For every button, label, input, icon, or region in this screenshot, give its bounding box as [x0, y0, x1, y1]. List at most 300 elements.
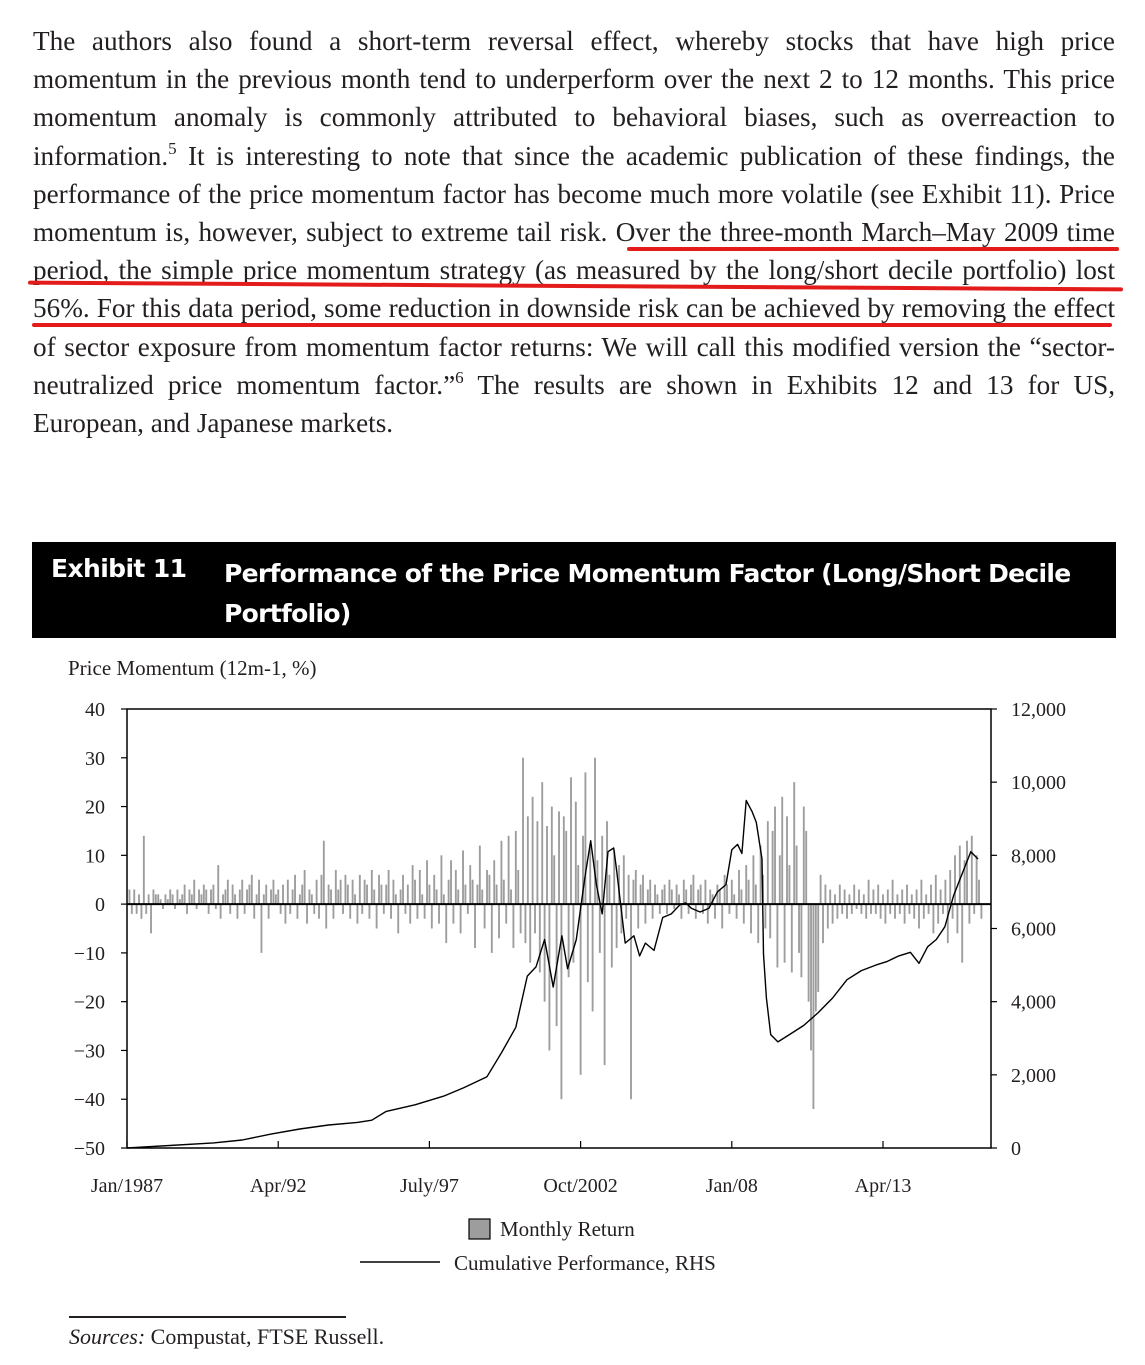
bar-monthly-return: [416, 904, 418, 919]
sources-label: Sources:: [69, 1324, 146, 1349]
bar-monthly-return: [937, 904, 939, 924]
bar-monthly-return: [940, 889, 942, 904]
bar-monthly-return: [496, 885, 498, 905]
bar-monthly-return: [212, 885, 214, 905]
bar-monthly-return: [709, 889, 711, 904]
bar-monthly-return: [172, 894, 174, 904]
bar-monthly-return: [697, 889, 699, 904]
bar-monthly-return: [587, 904, 589, 982]
bar-monthly-return: [700, 885, 702, 905]
bar-monthly-return: [421, 894, 423, 904]
bar-monthly-return: [913, 904, 915, 919]
bar-monthly-return: [150, 904, 152, 933]
bar-monthly-return: [236, 904, 238, 919]
bar-monthly-return: [817, 904, 819, 992]
bar-monthly-return: [553, 855, 555, 904]
bar-monthly-return: [872, 889, 874, 904]
bar-monthly-return: [954, 855, 956, 904]
bar-monthly-return: [784, 904, 786, 963]
bar-monthly-return: [289, 904, 291, 914]
bar-monthly-return: [959, 846, 961, 905]
bar-monthly-return: [661, 889, 663, 904]
bar-monthly-return: [942, 904, 944, 914]
x-tick-label: Apr/92: [249, 1175, 307, 1197]
bar-monthly-return: [659, 904, 661, 914]
bar-monthly-return: [707, 904, 709, 924]
bar-monthly-return: [592, 904, 594, 1011]
bar-monthly-return: [704, 880, 706, 904]
bar-monthly-return: [668, 880, 670, 904]
bar-monthly-return: [440, 855, 442, 904]
exhibit-title: Performance of the Price Momentum Factor (Long/Short Decile Portfolio): [224, 559, 1071, 628]
bar-monthly-return: [875, 904, 877, 914]
bar-monthly-return: [812, 904, 814, 1109]
bar-monthly-return: [400, 889, 402, 904]
bar-monthly-return: [419, 870, 421, 904]
bar-monthly-return: [301, 885, 303, 905]
bar-monthly-return: [757, 904, 759, 943]
bar-monthly-return: [858, 889, 860, 904]
bar-monthly-return: [625, 904, 627, 919]
bar-monthly-return: [536, 821, 538, 904]
bar-monthly-return: [155, 894, 157, 904]
bar-monthly-return: [443, 894, 445, 904]
bar-monthly-return: [534, 904, 536, 933]
bar-monthly-return: [918, 904, 920, 928]
bar-monthly-return: [164, 894, 166, 904]
bar-monthly-return: [632, 880, 634, 904]
bar-monthly-return: [911, 894, 913, 904]
bar-monthly-return: [186, 904, 188, 914]
sources-text: Compustat, FTSE Russell.: [145, 1324, 385, 1349]
bar-monthly-return: [752, 855, 754, 904]
bar-monthly-return: [640, 885, 642, 905]
bar-monthly-return: [318, 904, 320, 919]
bar-monthly-return: [385, 885, 387, 905]
y-right-tick-label: 10,000: [1011, 772, 1066, 795]
bar-monthly-return: [414, 880, 416, 904]
bar-monthly-return: [745, 865, 747, 904]
bar-monthly-return: [133, 889, 135, 904]
bar-monthly-return: [203, 885, 205, 905]
bar-monthly-return: [431, 904, 433, 928]
bar-monthly-return: [412, 865, 414, 904]
bar-monthly-return: [244, 904, 246, 914]
bar-monthly-return: [380, 885, 382, 905]
bar-monthly-return: [287, 880, 289, 904]
bar-monthly-return: [628, 875, 630, 904]
highlight-underline-3: [32, 323, 1112, 327]
x-tick-label: July/97: [399, 1175, 459, 1197]
bar-monthly-return: [558, 811, 560, 904]
x-tick-label: Oct/2002: [543, 1175, 618, 1197]
footnote-ref-5[interactable]: 5: [168, 138, 177, 158]
bar-monthly-return: [899, 904, 901, 914]
bar-monthly-return: [822, 904, 824, 943]
bar-monthly-return: [354, 894, 356, 904]
bar-monthly-return: [308, 889, 310, 904]
bar-monthly-return: [383, 904, 385, 914]
exhibit-header: [32, 542, 1116, 638]
bar-monthly-return: [493, 860, 495, 904]
x-tick-label: Jan/08: [705, 1175, 758, 1197]
bar-monthly-return: [676, 885, 678, 905]
bar-monthly-return: [344, 875, 346, 904]
bar-monthly-return: [486, 870, 488, 904]
bar-monthly-return: [481, 889, 483, 904]
bar-monthly-return: [328, 885, 330, 905]
bar-monthly-return: [217, 865, 219, 904]
bar-monthly-return: [136, 904, 138, 914]
bar-monthly-return: [690, 885, 692, 905]
bar-monthly-return: [234, 894, 236, 904]
bar-monthly-return: [755, 885, 757, 905]
bar-monthly-return: [232, 885, 234, 905]
bar-monthly-return: [834, 894, 836, 904]
bar-monthly-return: [779, 855, 781, 904]
y-tick-label: −50: [73, 1138, 105, 1160]
bar-monthly-return: [325, 904, 327, 928]
bar-monthly-return: [517, 870, 519, 904]
footnote-rule: [69, 1316, 346, 1318]
bar-monthly-return: [947, 904, 949, 943]
bar-monthly-return: [901, 889, 903, 904]
legend-label-cumulative: Cumulative Performance, RHS: [454, 1251, 716, 1275]
bar-monthly-return: [320, 875, 322, 904]
bar-monthly-return: [539, 904, 541, 972]
bar-monthly-return: [428, 885, 430, 905]
bar-monthly-return: [743, 904, 745, 924]
bar-monthly-return: [359, 875, 361, 904]
footnote-ref-6[interactable]: 6: [455, 367, 464, 387]
bar-monthly-return: [616, 904, 618, 948]
bar-monthly-return: [323, 841, 325, 904]
bar-monthly-return: [932, 904, 934, 933]
bar-monthly-return: [584, 772, 586, 904]
bar-monthly-return: [268, 904, 270, 919]
bar-monthly-return: [251, 875, 253, 904]
bar-monthly-return: [541, 782, 543, 904]
bar-monthly-return: [498, 904, 500, 938]
bar-monthly-return: [479, 846, 481, 905]
bar-monthly-return: [848, 894, 850, 904]
bar-monthly-return: [644, 904, 646, 924]
bar-monthly-return: [544, 904, 546, 1002]
bar-monthly-return: [805, 831, 807, 904]
bar-monthly-return: [347, 885, 349, 905]
bar-monthly-return: [548, 904, 550, 1050]
bar-monthly-return: [630, 904, 632, 1099]
bar-monthly-return: [491, 904, 493, 953]
bar-monthly-return: [680, 904, 682, 919]
bar-monthly-return: [575, 802, 577, 904]
bar-monthly-return: [131, 904, 133, 914]
bar-monthly-return: [949, 870, 951, 904]
bar-monthly-return: [512, 904, 514, 948]
bar-monthly-return: [894, 904, 896, 919]
bar-monthly-return: [330, 889, 332, 904]
bar-monthly-return: [505, 904, 507, 924]
legend-label-monthly-return: Monthly Return: [500, 1217, 635, 1241]
bar-monthly-return: [402, 875, 404, 904]
y-axis-label: Price Momentum (12m-1, %): [68, 656, 317, 680]
bar-monthly-return: [892, 880, 894, 904]
x-tick-label: Apr/13: [854, 1175, 912, 1197]
bar-monthly-return: [371, 870, 373, 904]
bar-monthly-return: [208, 904, 210, 914]
bar-monthly-return: [148, 894, 150, 904]
bar-monthly-return: [971, 836, 973, 904]
bar-monthly-return: [968, 904, 970, 924]
bar-monthly-return: [748, 880, 750, 904]
bar-monthly-return: [832, 904, 834, 924]
bar-monthly-return: [654, 885, 656, 905]
bar-monthly-return: [920, 880, 922, 904]
bar-monthly-return: [637, 904, 639, 928]
bar-monthly-return: [623, 855, 625, 904]
bar-monthly-return: [448, 880, 450, 904]
bar-monthly-return: [750, 904, 752, 933]
bar-monthly-return: [563, 816, 565, 904]
bar-monthly-return: [270, 889, 272, 904]
bar-monthly-return: [145, 904, 147, 914]
bar-monthly-return: [246, 889, 248, 904]
bar-monthly-return: [827, 904, 829, 928]
bar-monthly-return: [368, 904, 370, 919]
bar-monthly-return: [224, 889, 226, 904]
bar-monthly-return: [140, 904, 142, 919]
bar-monthly-return: [409, 904, 411, 924]
bar-monthly-return: [304, 870, 306, 904]
bar-monthly-return: [896, 894, 898, 904]
highlight-underline-1: [627, 247, 1119, 251]
bar-monthly-return: [527, 816, 529, 904]
bar-monthly-return: [820, 875, 822, 904]
bar-monthly-return: [810, 904, 812, 1050]
bar-monthly-return: [572, 904, 574, 963]
bar-monthly-return: [472, 880, 474, 904]
bar-monthly-return: [565, 831, 567, 904]
bar-monthly-return: [335, 870, 337, 904]
bar-monthly-return: [678, 894, 680, 904]
bar-monthly-return: [397, 904, 399, 933]
bar-monthly-return: [870, 904, 872, 914]
bar-monthly-return: [210, 889, 212, 904]
bar-monthly-return: [239, 889, 241, 904]
bar-monthly-return: [488, 875, 490, 904]
bar-monthly-return: [152, 889, 154, 904]
bar-monthly-return: [462, 850, 464, 904]
bar-monthly-return: [973, 904, 975, 914]
bar-monthly-return: [966, 841, 968, 904]
bar-monthly-return: [956, 904, 958, 933]
bar-monthly-return: [798, 904, 800, 953]
bar-monthly-return: [467, 904, 469, 914]
bar-monthly-return: [853, 885, 855, 905]
bar-monthly-return: [248, 885, 250, 905]
bar-monthly-return: [604, 904, 606, 1065]
bar-monthly-return: [649, 880, 651, 904]
bar-monthly-return: [188, 889, 190, 904]
bar-monthly-return: [793, 782, 795, 904]
bar-monthly-return: [731, 880, 733, 904]
bar-monthly-return: [611, 904, 613, 967]
bar-monthly-return: [736, 904, 738, 919]
bar-monthly-return: [764, 904, 766, 928]
bar-monthly-return: [781, 797, 783, 904]
bar-monthly-return: [337, 889, 339, 904]
bar-monthly-return: [373, 889, 375, 904]
bar-monthly-return: [352, 880, 354, 904]
bar-monthly-return: [515, 831, 517, 904]
bar-monthly-return: [551, 807, 553, 905]
bar-monthly-return: [306, 904, 308, 924]
bar-monthly-return: [424, 904, 426, 919]
bar-monthly-return: [342, 904, 344, 914]
bar-monthly-return: [868, 880, 870, 904]
paragraph-text-a: The authors also found a short-term reversal effect, whereby stocks that have high price momentum in the previous month tend to underperform over the next 2 to 12 months. This price momentum anomaly is commonly attributed to behavioral biases, such as overreaction to information.: [33, 26, 1115, 171]
bar-monthly-return: [474, 904, 476, 948]
bar-monthly-return: [930, 885, 932, 905]
bar-monthly-return: [889, 904, 891, 914]
y-right-tick-label: 4,000: [1011, 991, 1056, 1014]
bar-monthly-return: [176, 889, 178, 904]
bar-monthly-return: [143, 836, 145, 904]
bar-monthly-return: [313, 904, 315, 914]
bar-monthly-return: [263, 894, 265, 904]
bar-monthly-return: [925, 894, 927, 904]
bar-monthly-return: [311, 894, 313, 904]
bar-monthly-return: [978, 880, 980, 904]
bar-monthly-return: [683, 880, 685, 904]
bar-monthly-return: [299, 894, 301, 904]
y-tick-label: 0: [95, 894, 105, 917]
bar-monthly-return: [877, 885, 879, 905]
y-tick-label: 30: [85, 747, 105, 770]
bar-monthly-return: [522, 758, 524, 904]
bar-monthly-return: [772, 831, 774, 904]
bar-monthly-return: [808, 904, 810, 1002]
bar-monthly-return: [824, 885, 826, 905]
bar-monthly-return: [788, 865, 790, 904]
bar-monthly-return: [860, 904, 862, 914]
bar-monthly-return: [767, 821, 769, 904]
bar-monthly-return: [656, 894, 658, 904]
bar-monthly-return: [457, 889, 459, 904]
y-tick-label: −10: [73, 942, 105, 965]
bar-monthly-return: [882, 894, 884, 904]
bar-monthly-return: [884, 904, 886, 924]
bar-monthly-return: [844, 889, 846, 904]
x-tick-label: Jan/1987: [90, 1175, 164, 1197]
bar-monthly-return: [524, 904, 526, 943]
bar-monthly-return: [433, 875, 435, 904]
bar-monthly-return: [724, 875, 726, 904]
bar-monthly-return: [642, 875, 644, 904]
bar-monthly-return: [846, 904, 848, 919]
plot-frame: [127, 709, 991, 1148]
bar-monthly-return: [469, 865, 471, 904]
bar-monthly-return: [282, 885, 284, 905]
bar-monthly-return: [923, 904, 925, 919]
bar-monthly-return: [366, 885, 368, 905]
bar-monthly-return: [390, 904, 392, 919]
bar-monthly-return: [664, 885, 666, 905]
bar-monthly-return: [260, 904, 262, 953]
bar-monthly-return: [229, 904, 231, 914]
bar-monthly-return: [275, 894, 277, 904]
momentum-chart: [0, 640, 1145, 1300]
bar-monthly-return: [776, 904, 778, 967]
bar-monthly-return: [635, 870, 637, 904]
bar-monthly-return: [961, 904, 963, 963]
bar-monthly-return: [376, 904, 378, 928]
bar-monthly-return: [484, 904, 486, 928]
bar-monthly-return: [450, 860, 452, 904]
bar-monthly-return: [464, 885, 466, 905]
paragraph-text-c: The results are shown in Exhibits 12 and 13 for US, European, and Japanese markets.: [33, 369, 1115, 439]
bar-monthly-return: [476, 885, 478, 905]
bar-monthly-return: [928, 904, 930, 914]
bar-monthly-return: [599, 904, 601, 953]
bar-monthly-return: [560, 904, 562, 1099]
bar-monthly-return: [455, 870, 457, 904]
bar-monthly-return: [294, 875, 296, 904]
bar-monthly-return: [181, 894, 183, 904]
bar-monthly-return: [220, 904, 222, 919]
bar-monthly-return: [800, 904, 802, 977]
y-right-tick-label: 2,000: [1011, 1064, 1056, 1087]
y-right-tick-label: 6,000: [1011, 918, 1056, 941]
bar-monthly-return: [349, 904, 351, 919]
bar-monthly-return: [395, 894, 397, 904]
bar-monthly-return: [791, 904, 793, 972]
y-tick-label: 40: [85, 699, 105, 721]
bar-monthly-return: [356, 904, 358, 924]
y-right-tick-label: 12,000: [1011, 699, 1066, 721]
bar-monthly-return: [438, 904, 440, 924]
bar-monthly-return: [728, 904, 730, 914]
bar-monthly-return: [863, 894, 865, 904]
exhibit-number: Exhibit 11: [51, 554, 187, 583]
sources-note: [69, 1324, 384, 1350]
bar-monthly-return: [157, 894, 159, 904]
bar-monthly-return: [500, 841, 502, 904]
bar-monthly-return: [695, 904, 697, 919]
paragraph-text-b: It is interesting to note that since the academic publication of these findings, the performance of the price momentum factor has become much more volatile (see Exhibit 11). Price momentum is, however, subject to extreme tail risk. Over the three-month March–May 2009 time period, the simple price momentum strategy (as measured by the long/short decile portfolio) lost 56%. For this data period, some reduction in downside risk can be achieved by removing the effect of sector exposure from momentum factor returns: We will call this modified version the “sector-neutralized price momentum factor.”: [33, 140, 1115, 400]
bar-monthly-return: [460, 904, 462, 933]
bar-monthly-return: [692, 875, 694, 904]
bar-monthly-return: [786, 816, 788, 904]
bar-monthly-return: [277, 889, 279, 904]
bar-monthly-return: [200, 894, 202, 904]
bar-monthly-return: [193, 880, 195, 904]
bar-monthly-return: [666, 904, 668, 914]
bar-monthly-return: [851, 904, 853, 914]
bar-monthly-return: [601, 836, 603, 904]
bar-monthly-return: [340, 880, 342, 904]
bar-monthly-return: [944, 880, 946, 904]
bar-monthly-return: [205, 889, 207, 904]
bar-monthly-return: [272, 880, 274, 904]
bar-monthly-return: [296, 904, 298, 919]
bar-monthly-return: [510, 889, 512, 904]
bar-monthly-return: [138, 894, 140, 904]
bar-monthly-return: [532, 797, 534, 904]
bar-monthly-return: [952, 904, 954, 919]
bar-monthly-return: [887, 889, 889, 904]
bar-monthly-return: [392, 880, 394, 904]
